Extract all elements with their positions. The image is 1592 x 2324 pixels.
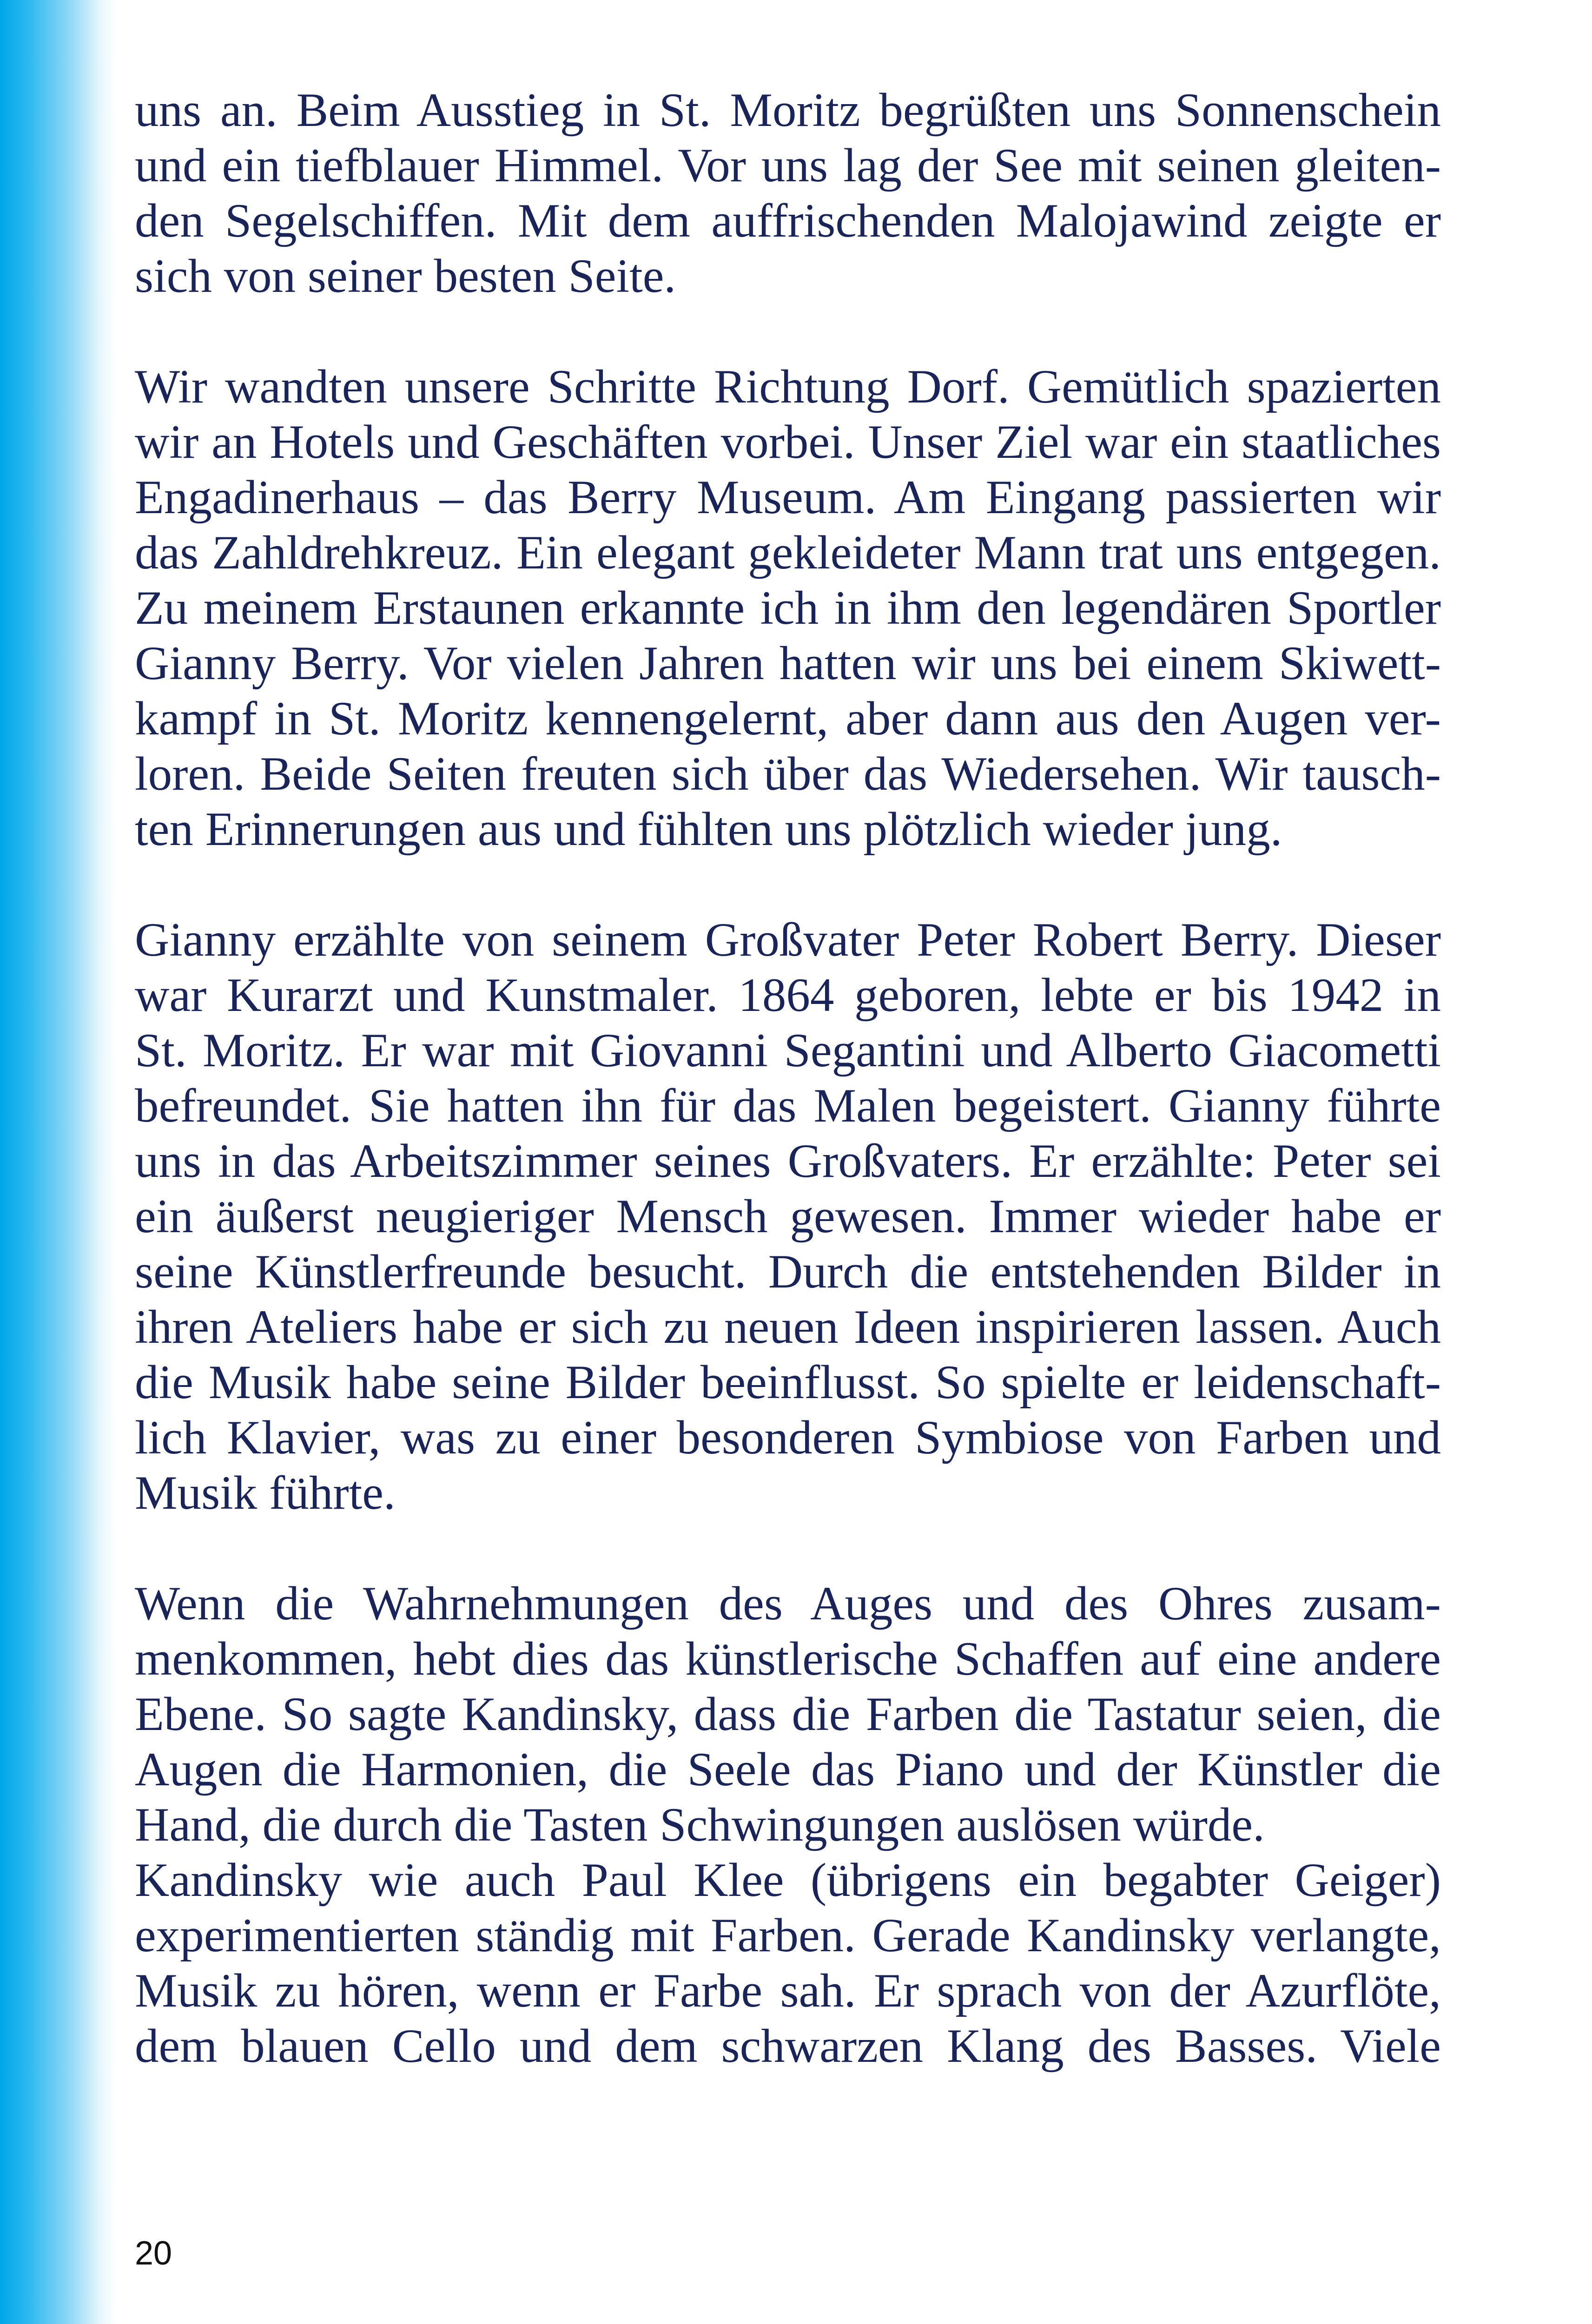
body-text (135, 83, 1441, 2074)
paragraph (135, 83, 1441, 304)
paragraph-gap (135, 304, 1441, 359)
text-line: Hand, die durch die Tasten Schwingungen auslösen würde. (135, 1798, 1265, 1851)
text-line: Wir wandten unsere Schritte Richtung Dorf. Gemütlich spazierten (135, 360, 1441, 413)
text-line: Zu meinem Erstaunen erkannte ich in ihm den legendären Sportler (135, 581, 1441, 634)
text-line: seine Künstlerfreunde besucht. Durch die entstehenden Bilder in (135, 1245, 1441, 1298)
paragraph-gap (135, 857, 1441, 912)
text-line: uns in das Arbeitszimmer seines Großvaters. Er erzählte: Peter sei (135, 1135, 1441, 1188)
text-line: loren. Beide Seiten freuten sich über das Wiedersehen. Wir tausch- (135, 747, 1441, 800)
text-line: den Segelschiffen. Mit dem auffrischenden Malojawind zeigte er (135, 194, 1441, 247)
text-line: Musik führte. (135, 1466, 396, 1519)
text-line: lich Klavier, was zu einer besonderen Symbiose von Farben und (135, 1411, 1441, 1464)
text-line: Musik zu hören, wenn er Farbe sah. Er sprach von der Azurflöte, (135, 1964, 1441, 2017)
text-line: wir an Hotels und Geschäften vorbei. Unser Ziel war ein staatliches (135, 416, 1441, 469)
text-line: kampf in St. Moritz kennengelernt, aber dann aus den Augen ver- (135, 692, 1441, 745)
paragraph-gap (135, 1521, 1441, 1576)
paragraph (135, 359, 1441, 857)
text-line: sich von seiner besten Seite. (135, 250, 676, 303)
text-line: Engadinerhaus – das Berry Museum. Am Eingang passierten wir (135, 471, 1441, 524)
page-number: 20 (135, 2235, 172, 2272)
text-line: ten Erinnerungen aus und fühlten uns plötzlich wieder jung. (135, 803, 1282, 856)
text-line: und ein tiefblauer Himmel. Vor uns lag der See mit seinen gleiten- (135, 139, 1441, 192)
text-line: die Musik habe seine Bilder beeinflusst. So spielte er leidenschaft- (135, 1356, 1441, 1409)
text-line: dem blauen Cello und dem schwarzen Klang des Basses. Viele (135, 2020, 1441, 2073)
page-edge-gradient (0, 0, 116, 2324)
text-line: ein äußerst neugieriger Mensch gewesen. Immer wieder habe er (135, 1190, 1441, 1243)
text-line: menkommen, hebt dies das künstlerische Schaffen auf eine andere (135, 1632, 1441, 1685)
text-line: experimentierten ständig mit Farben. Gerade Kandinsky verlangte, (135, 1909, 1441, 1962)
text-line: Kandinsky wie auch Paul Klee (übrigens ein begabter Geiger) (135, 1854, 1441, 1907)
text-line: St. Moritz. Er war mit Giovanni Segantini und Alberto Giacometti (135, 1024, 1441, 1077)
text-line: befreundet. Sie hatten ihn für das Malen begeistert. Gianny führte (135, 1079, 1441, 1132)
text-line: ihren Ateliers habe er sich zu neuen Ideen inspirieren lassen. Auch (135, 1301, 1441, 1353)
text-line: das Zahldrehkreuz. Ein elegant gekleideter Mann trat uns entgegen. (135, 526, 1441, 579)
text-line: uns an. Beim Ausstieg in St. Moritz begrüßten uns Sonnenschein (135, 84, 1441, 137)
paragraph (135, 912, 1441, 1521)
text-line: war Kurarzt und Kunstmaler. 1864 geboren, lebte er bis 1942 in (135, 969, 1441, 1022)
text-line: Augen die Harmonien, die Seele das Piano und der Künstler die (135, 1743, 1441, 1796)
text-line: Ebene. So sagte Kandinsky, dass die Farben die Tastatur seien, die (135, 1688, 1441, 1741)
text-line: Gianny erzählte von seinem Großvater Peter Robert Berry. Dieser (135, 913, 1441, 966)
text-line: Wenn die Wahrnehmungen des Auges und des Ohres zusam- (135, 1577, 1441, 1630)
text-line: Gianny Berry. Vor vielen Jahren hatten wir uns bei einem Skiwett- (135, 637, 1441, 690)
paragraph (135, 1576, 1441, 2074)
